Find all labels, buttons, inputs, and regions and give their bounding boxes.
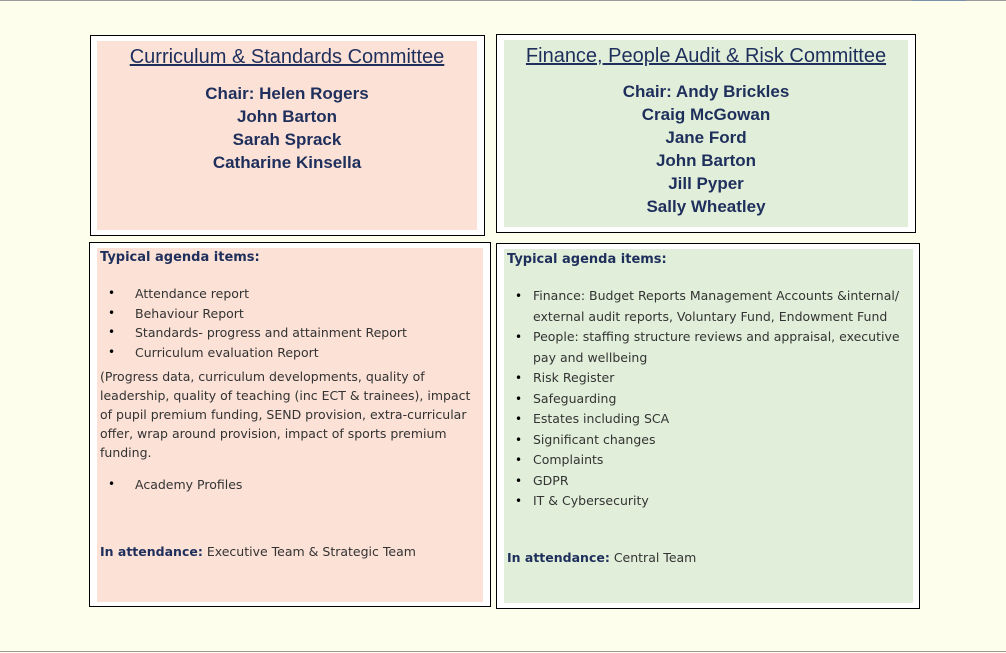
bullet-icon: • [108,305,116,320]
curriculum-committee-card [90,35,485,236]
agenda-item [107,323,407,343]
finance-agenda-heading: Typical agenda items: [507,252,667,267]
finance-member-chair: Chair: Andy Brickles [622,82,790,101]
agenda-item [107,343,407,363]
bullet-icon: • [515,432,523,447]
agenda-item-text: GDPR [533,472,569,488]
bullet-icon: • [515,494,523,508]
finance-card-fill [504,40,908,227]
curriculum-card-fill [97,41,477,230]
attendance-value: Central Team [609,550,697,565]
attendance-label: In attendance: [100,544,203,559]
bullet-icon: • [108,325,116,339]
agenda-item-text: Attendance report [135,286,249,301]
finance-member: Jill Pyper [668,174,744,193]
agenda-item [107,304,407,324]
agenda-item-text: Risk Register [533,370,615,385]
finance-agenda-list [514,286,902,512]
agenda-item-text: Estates including SCA [533,411,670,426]
curriculum-agenda-card [89,242,491,607]
finance-member: John Barton [655,151,757,170]
finance-committee-title: Finance, People Audit & Risk Committee [525,45,887,67]
bottom-rule [0,651,1006,652]
finance-member-list [504,80,908,218]
bullet-icon: • [515,391,523,406]
curriculum-member-list [97,82,477,174]
finance-agenda-fill [504,249,913,603]
agenda-item [514,430,902,451]
finance-committee-card [496,34,916,233]
top-accent-mark [912,0,966,1]
bullet-icon: • [515,473,523,488]
agenda-item-text: IT & Cybersecurity [533,493,649,508]
agenda-item [514,450,902,471]
bullet-icon: • [108,477,116,491]
agenda-item-text: Standards- progress and attainment Report [135,325,407,340]
attendance-label: In attendance: [507,550,610,565]
bullet-icon: • [515,371,523,385]
curriculum-agenda-heading: Typical agenda items: [100,250,260,265]
curriculum-member: John Barton [236,107,338,126]
agenda-item [514,471,902,492]
curriculum-agenda-fill [97,248,483,602]
bullet-icon: • [515,330,523,344]
agenda-item [514,368,902,389]
finance-member: Sally Wheatley [646,197,766,216]
agenda-item [107,475,242,495]
curriculum-agenda-note: (Progress data, curriculum developments, quality of leadership, quality of teaching (inc ECT & trainees), impact of pupil premium funding, SEND provision, extra-curricular offer, wrap around provision, impact of sports premium funding. [100,369,471,460]
agenda-item [514,389,902,410]
bullet-icon: • [108,344,116,359]
agenda-item [514,286,902,327]
agenda-item [514,409,902,430]
finance-attendance [507,550,696,565]
agenda-item [107,284,407,304]
curriculum-member: Sarah Sprack [232,130,342,149]
curriculum-committee-title: Curriculum & Standards Committee [129,46,445,68]
curriculum-extra-list [107,475,242,495]
agenda-item-text: Behaviour Report [135,305,244,321]
finance-agenda-card [496,243,920,609]
bullet-icon: • [515,289,523,303]
bullet-icon: • [515,412,523,426]
agenda-item-text: Significant changes [533,431,656,447]
curriculum-agenda-list [107,284,407,362]
curriculum-member-chair: Chair: Helen Rogers [205,84,369,103]
agenda-item [514,491,902,512]
agenda-item-text: Safeguarding [533,390,617,406]
agenda-item [514,327,902,368]
agenda-item-text: People: staffing structure reviews and appraisal, executive pay and wellbeing [533,329,900,365]
agenda-item-text: Academy Profiles [135,477,243,492]
bullet-icon: • [108,286,116,300]
finance-member: Jane Ford [665,128,747,147]
curriculum-member: Catharine Kinsella [212,153,362,172]
agenda-item-text: Complaints [533,452,604,467]
bullet-icon: • [515,453,523,467]
attendance-value: Executive Team & Strategic Team [202,544,416,559]
finance-member: Craig McGowan [641,105,771,124]
top-rule [0,0,1006,1]
curriculum-attendance [100,544,416,559]
agenda-item-text: Curriculum evaluation Report [135,344,319,360]
agenda-item-text: Finance: Budget Reports Management Accounts &internal/ external audit reports, Voluntary Fund, Endowment Fund [533,288,900,324]
